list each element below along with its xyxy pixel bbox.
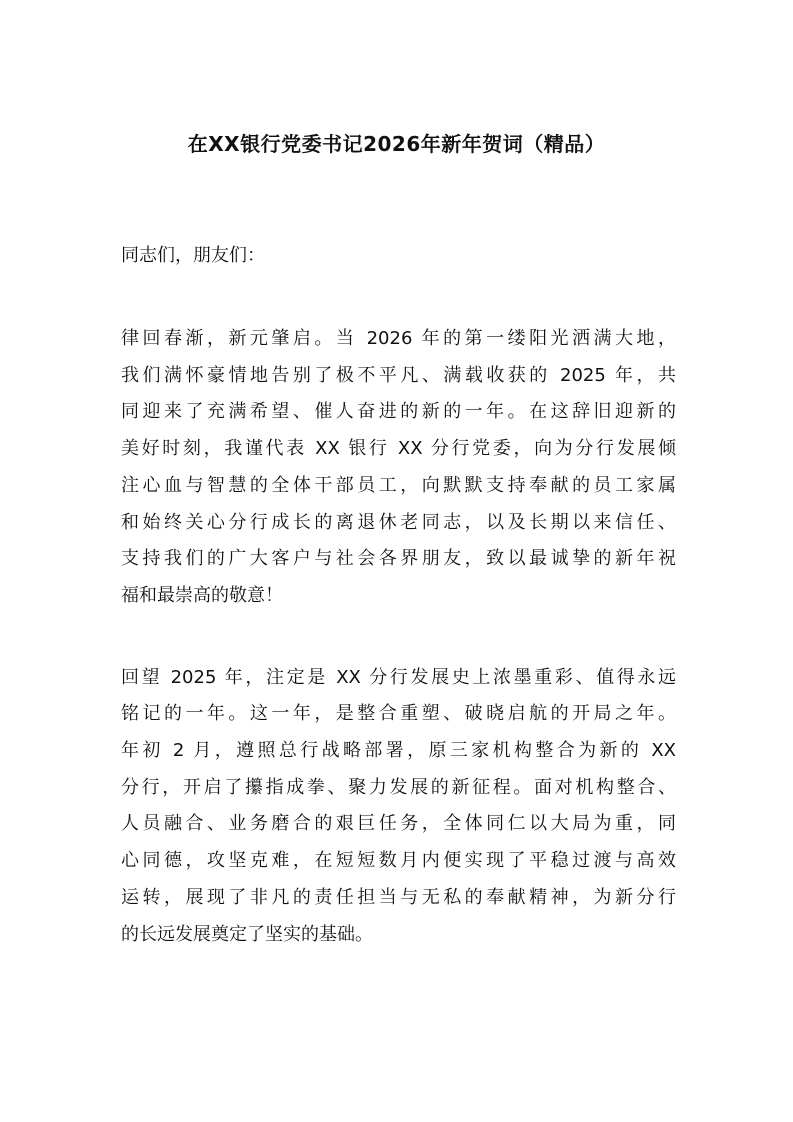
document-body — [121, 238, 676, 998]
paragraph-line: 心同德，攻坚克难，在短短数月内便实现了平稳过渡与高效 — [121, 850, 676, 872]
document-title: 在XX银行党委书记2026年新年贺词（精品） — [187, 132, 606, 156]
paragraph-line: 律回春渐，新元肇启。当 2026 年的第一缕阳光洒满大地， — [121, 328, 676, 349]
paragraph-line: 年初 2 月，遵照总行战略部署，原三家机构整合为新的 XX — [121, 740, 676, 762]
paragraph-line: 同迎来了充满希望、催人奋进的新的一年。在这辞旧迎新的 — [121, 401, 676, 423]
paragraph-2 — [121, 660, 676, 954]
paragraph-line: 运转，展现了非凡的责任担当与无私的奉献精神，为新分行 — [121, 886, 676, 908]
paragraph-line: 分行，开启了攥指成拳、聚力发展的新征程。面对机构整合、 — [121, 776, 676, 798]
paragraph-line: 我们满怀豪情地告别了极不平凡、满载收获的 2025 年，共 — [121, 364, 676, 386]
paragraph-line: 铭记的一年。这一年，是整合重塑、破晓启航的开局之年。 — [121, 703, 676, 725]
paragraph-line: 美好时刻，我谨代表 XX 银行 XX 分行党委，向为分行发展倾 — [121, 438, 676, 460]
paragraph-line: 人员融合、业务磨合的艰巨任务，全体同仁以大局为重，同 — [121, 813, 676, 835]
greeting: 同志们，朋友们： — [121, 245, 265, 266]
paragraph-line: 和始终关心分行成长的离退休老同志，以及长期以来信任、 — [121, 511, 676, 533]
paragraph-line: 注心血与智慧的全体干部员工，向默默支持奉献的员工家属 — [121, 474, 676, 496]
paragraph-line: 回望 2025 年，注定是 XX 分行发展史上浓墨重彩、值得永远 — [121, 666, 676, 688]
paragraph-line: 的长远发展奠定了坚实的基础。 — [121, 923, 373, 945]
paragraph-line: 福和最崇高的敬意！ — [121, 584, 283, 606]
paragraph-1 — [121, 321, 676, 615]
paragraph-line: 支持我们的广大客户与社会各界朋友，致以最诚挚的新年祝 — [121, 548, 676, 570]
